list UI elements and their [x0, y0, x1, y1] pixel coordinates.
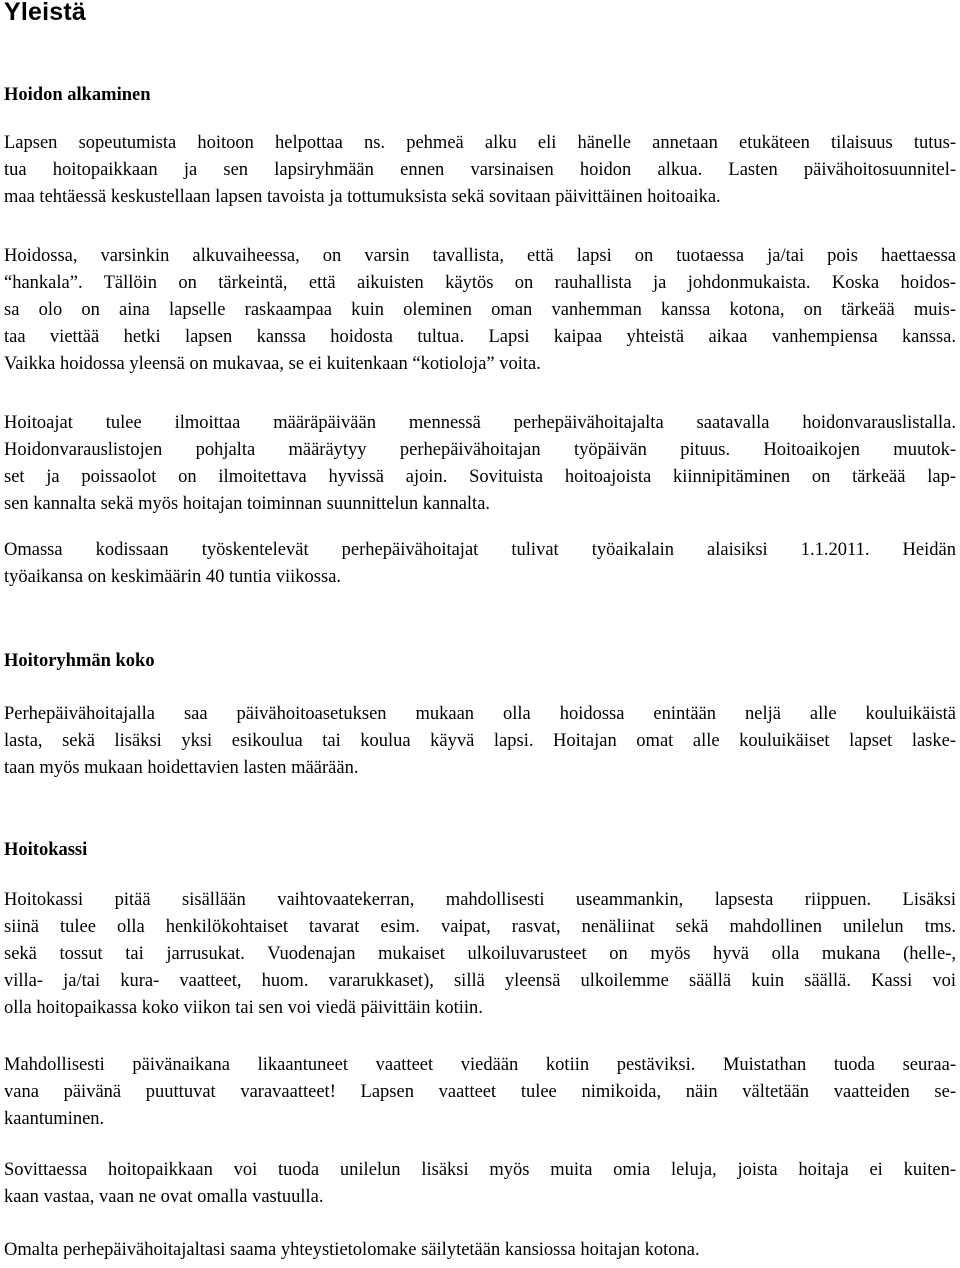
- paragraph-likaiset-vaatteet: [4, 1052, 956, 1133]
- paragraph-yhteystietolomake: [4, 1237, 956, 1264]
- paragraph-line: työaikansa on keskimäärin 40 tuntia viikossa.: [4, 566, 342, 587]
- paragraph-line: lasta, sekä lisäksi yksi esikoulua tai koulua käyvä lapsi. Hoitajan omat alle kouluikäiset lapset laske-: [4, 730, 956, 751]
- paragraph-line: tua hoitopaikkaan ja sen lapsiryhmään ennen varsinaisen hoidon alkua. Lasten päivähoitosuunnitel-: [4, 159, 956, 180]
- paragraph-line: vana päivänä puuttuvat varavaatteet! Lapsen vaatteet tulee nimikoida, näin vältetään vaatteiden se-: [4, 1081, 956, 1102]
- paragraph-line: Perhepäivähoitajalla saa päivähoitoasetuksen mukaan olla hoidossa enintään neljä alle kouluikäistä: [4, 704, 956, 724]
- section-heading-hoidon-alkaminen: Hoidon alkaminen: [4, 85, 151, 105]
- paragraph-line: taan myös mukaan hoidettavien lasten määrään.: [4, 757, 359, 778]
- paragraph-line: Hoidonvarauslistojen pohjalta määräytyy perhepäivähoitajan työpäivän pituus. Hoitoaikojen muutok-: [4, 439, 956, 460]
- section-heading-hoitoryhman-koko: Hoitoryhmän koko: [4, 651, 155, 671]
- paragraph-line: Sovittaessa hoitopaikkaan voi tuoda unilelun lisäksi myös muita omia leluja, joista hoitaja ei kuiten-: [4, 1160, 956, 1180]
- paragraph-hoitokassi-sisalto: [4, 887, 956, 1022]
- paragraph-line: taa viettää hetki lapsen kanssa hoidosta tultua. Lapsi kaipaa yhteistä aikaa vanhempiensa kanssa.: [4, 326, 956, 347]
- paragraph-pehmea-alku: [4, 130, 956, 211]
- paragraph-line: Lapsen sopeutumista hoitoon helpottaa ns. pehmeä alku eli hänelle annetaan etukäteen tilaisuus tutus-: [4, 133, 956, 153]
- paragraph-line: Mahdollisesti päivänaikana likaantuneet vaatteet viedään kotiin pestäviksi. Muistathan tuoda seuraa-: [4, 1055, 956, 1075]
- paragraph-line: kaantuminen.: [4, 1108, 105, 1129]
- paragraph-line: maa tehtäessä keskustellaan lapsen tavoista ja tottumuksista sekä sovitaan päivittäinen hoitoaika.: [4, 186, 721, 207]
- paragraph-line: kaan vastaa, vaan ne ovat omalla vastuulla.: [4, 1186, 324, 1207]
- paragraph-line: Omassa kodissaan työskentelevät perhepäivähoitajat tulivat työaikalain alaisiksi 1.1.2011. Heidän: [4, 540, 956, 560]
- paragraph-line: siinä tulee olla henkilökohtaiset tavarat esim. vaipat, rasvat, nenäliinat sekä mahdollinen unilelun tms.: [4, 916, 956, 937]
- paragraph-line: Vaikka hoidossa yleensä on mukavaa, se ei kuitenkaan “kotioloja” voita.: [4, 353, 541, 374]
- paragraph-line: Hoitoajat tulee ilmoittaa määräpäivään mennessä perhepäivähoitajalta saatavalla hoidonvarauslistalla.: [4, 413, 956, 433]
- paragraph-ryhmakoko: [4, 701, 956, 782]
- paragraph-hoitoajat: [4, 410, 956, 518]
- paragraph-line: olla hoitopaikassa koko viikon tai sen voi viedä päivittäin kotiin.: [4, 997, 483, 1018]
- paragraph-line: Hoidossa, varsinkin alkuvaiheessa, on varsin tavallista, että lapsi on tuotaessa ja/tai pois haettaessa: [4, 246, 956, 266]
- paragraph-line: set ja poissaolot on ilmoitettava hyvissä ajoin. Sovituista hoitoajoista kiinnipitäminen on tärkeää lap-: [4, 466, 956, 487]
- paragraph-line: sa olo on aina lapselle raskaampaa kuin oleminen oman vanhemman kanssa kotona, on tärkeää muis-: [4, 299, 956, 320]
- paragraph-line: sekä tossut tai jarrusukat. Vuodenajan mukaiset ulkoiluvarusteet on myös hyvä olla mukana (helle-,: [4, 943, 956, 964]
- paragraph-line: Hoitokassi pitää sisällään vaihtovaatekerran, mahdollisesti useammankin, lapsesta riippuen. Lisäksi: [4, 890, 956, 910]
- section-heading-hoitokassi: Hoitokassi: [4, 840, 88, 860]
- paragraph-line: villa- ja/tai kura- vaatteet, huom. vararukkaset), sillä yleensä ulkoilemme säällä kuin säällä. Kassi voi: [4, 970, 956, 991]
- paragraph-line: Omalta perhepäivähoitajaltasi saama yhteystietolomake säilytetään kansiossa hoitajan kotona.: [4, 1240, 700, 1260]
- paragraph-line: sen kannalta sekä myös hoitajan toiminnan suunnittelun kannalta.: [4, 493, 491, 514]
- paragraph-line: “hankala”. Tällöin on tärkeintä, että aikuisten käytös on rauhallista ja johdonmukaista. Koska hoidos-: [4, 272, 956, 293]
- paragraph-omat-lelut: [4, 1157, 956, 1211]
- paragraph-tyoaika: [4, 537, 956, 591]
- paragraph-alkuvaihe: [4, 243, 956, 378]
- page-title: Yleistä: [4, 0, 87, 26]
